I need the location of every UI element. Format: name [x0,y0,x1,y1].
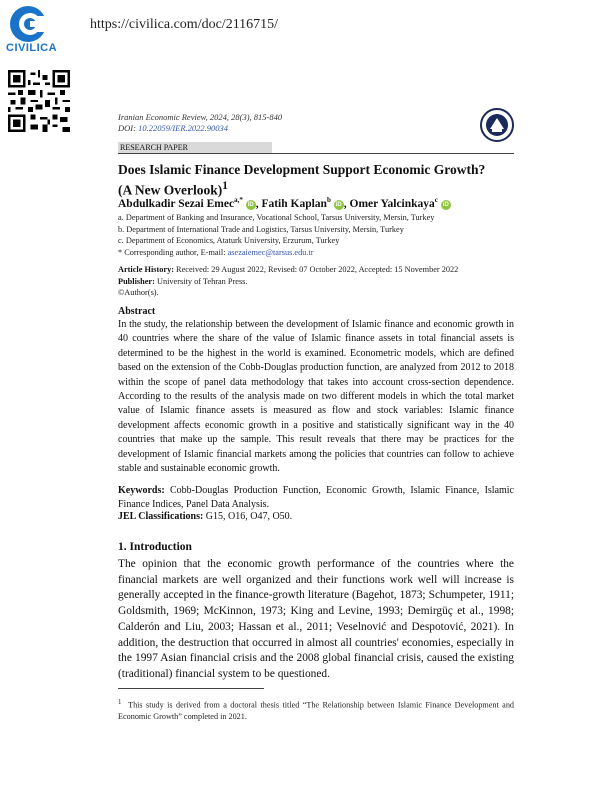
jel-label: JEL Classifications: [118,511,204,522]
publisher-line [118,276,458,288]
title-line-2: (A New Overlook)$^1$ [118,180,228,198]
affiliation-c: c. Department of Economics, Ataturk University, Erzurum, Turkey [118,236,340,246]
introduction-body: The opinion that the economic growth performance of the countries where the financial markets are well organized and their functions work well will increase is generally accepted in the finance-growth literature (Bagehot, 1873; Schumpeter, 1911; Goldsmith, 1969; McKinnon, 1973; King and Levine, 1993; Demirgüç et al., 1998; Calderón and Liu, 2003; Hassan et al., 2011; Veselnović and Despotović, 2021). In addition, the destruction that occurred in almost all countries' economies, especially in the 1997 Asian financial crisis and the 2008 global financial crisis, caused the existing (traditional) financial system to be questioned. [118,558,514,680]
qr-code-icon [8,70,70,132]
corresponding-email-link[interactable]: asezaiemec@tarsus.edu.tr [227,247,314,257]
footnote-divider [118,688,264,689]
publisher-name: University of Tehran Press. [154,276,248,286]
journal-header [118,112,282,134]
keywords [118,484,514,511]
footnote-mark: 1 [118,699,122,706]
author-affil-mark: c [434,196,438,204]
affiliation-b: b. Department of International Trade and Logistics, Tarsus University, Mersin, Turkey [118,224,404,234]
orcid-icon[interactable]: iD [442,201,449,208]
article-history [118,264,458,299]
author-separator: , [343,197,350,210]
abstract-body: In the study, the relationship between the development of Islamic finance and economic growth in 40 countries where the share of the value of Islamic finance assets in total financial assets is determined to be the highest in the world is examined. Econometric models, which are defined based on the extension of the Cobb-Douglas production function, are analyzed from 2012 to 2018 within the scope of panel data methodology that takes into account cross-section dependence. According to the results of the analysis made on two different models in which the total market value of Islamic finance assets is measured as flow and stock variables: Islamic finance development affects economic growth in a positive and statistically significant way in the 40 countries that make up the sample. This result reveals that there may be practices for the development of Islamic financial markets among the policies that countries can follow to achieve stable and sustainable economic growth. [118,319,514,475]
author-name: Fatih Kaplan [261,197,327,210]
affiliation-a: a. Department of Banking and Insurance, Vocational School, Tarsus University, Mersin, Turkey [118,213,435,222]
paper-type-label: RESEARCH PAPER [118,142,272,153]
orcid-icon[interactable]: iD [335,201,342,208]
keywords-list: Cobb-Douglas Production Function, Economic Growth, Islamic Finance, Islamic Finance Indices, Panel Data Analysis. [118,485,514,510]
header-divider [118,153,514,154]
title-footnote-mark: 1 [222,180,228,192]
copyright-line: ©Author(s). [118,288,159,298]
journal-doi [118,123,282,134]
university-emblem-icon [480,108,514,142]
author-name: Abdulkadir Sezai Emec [118,197,235,210]
document-url[interactable]: https://civilica.com/doc/2116715/ [90,17,279,32]
author-list [118,196,451,210]
footnote-text: This study is derived from a doctoral thesis titled “The Relationship between Islamic Finance Development and Economic Growth” completed in 2021. [118,700,515,721]
history-dates: Received: 29 August 2022, Revised: 07 October 2022, Accepted: 15 November 2022 [173,265,459,274]
doi-link[interactable]: 10.22059/IER.2022.90034 [138,123,229,133]
history-label: Article History: [118,265,174,274]
footnote [118,697,514,722]
author-separator: , [255,197,262,210]
publisher-label: Publisher: [118,276,155,286]
corresponding-author: * Corresponding author, E-mail: asezaiemec@tarsus.edu.tr [118,247,314,257]
affiliations [118,212,434,258]
keywords-label: Keywords: [118,485,165,496]
title-line-1: Does Islamic Finance Development Support Economic Growth? [118,162,486,177]
civilica-logo-text: CIVILICA [6,42,58,54]
jel-classifications [118,511,292,522]
orcid-icon[interactable]: iD [247,201,254,208]
abstract-heading: Abstract [118,306,156,317]
journal-citation: Iranian Economic Review, 2024, 28(3), 815-840 [118,112,283,122]
history-line [118,264,458,276]
author-affil-mark: a,* [234,196,243,204]
doi-label: DOI: [118,123,139,133]
paper-title [118,161,518,199]
author-affil-mark: b [326,196,331,204]
section-heading: 1. Introduction [118,541,192,553]
author-name: Omer Yalcinkaya [349,197,435,210]
jel-codes: G15, O16, O47, O50. [203,511,293,522]
